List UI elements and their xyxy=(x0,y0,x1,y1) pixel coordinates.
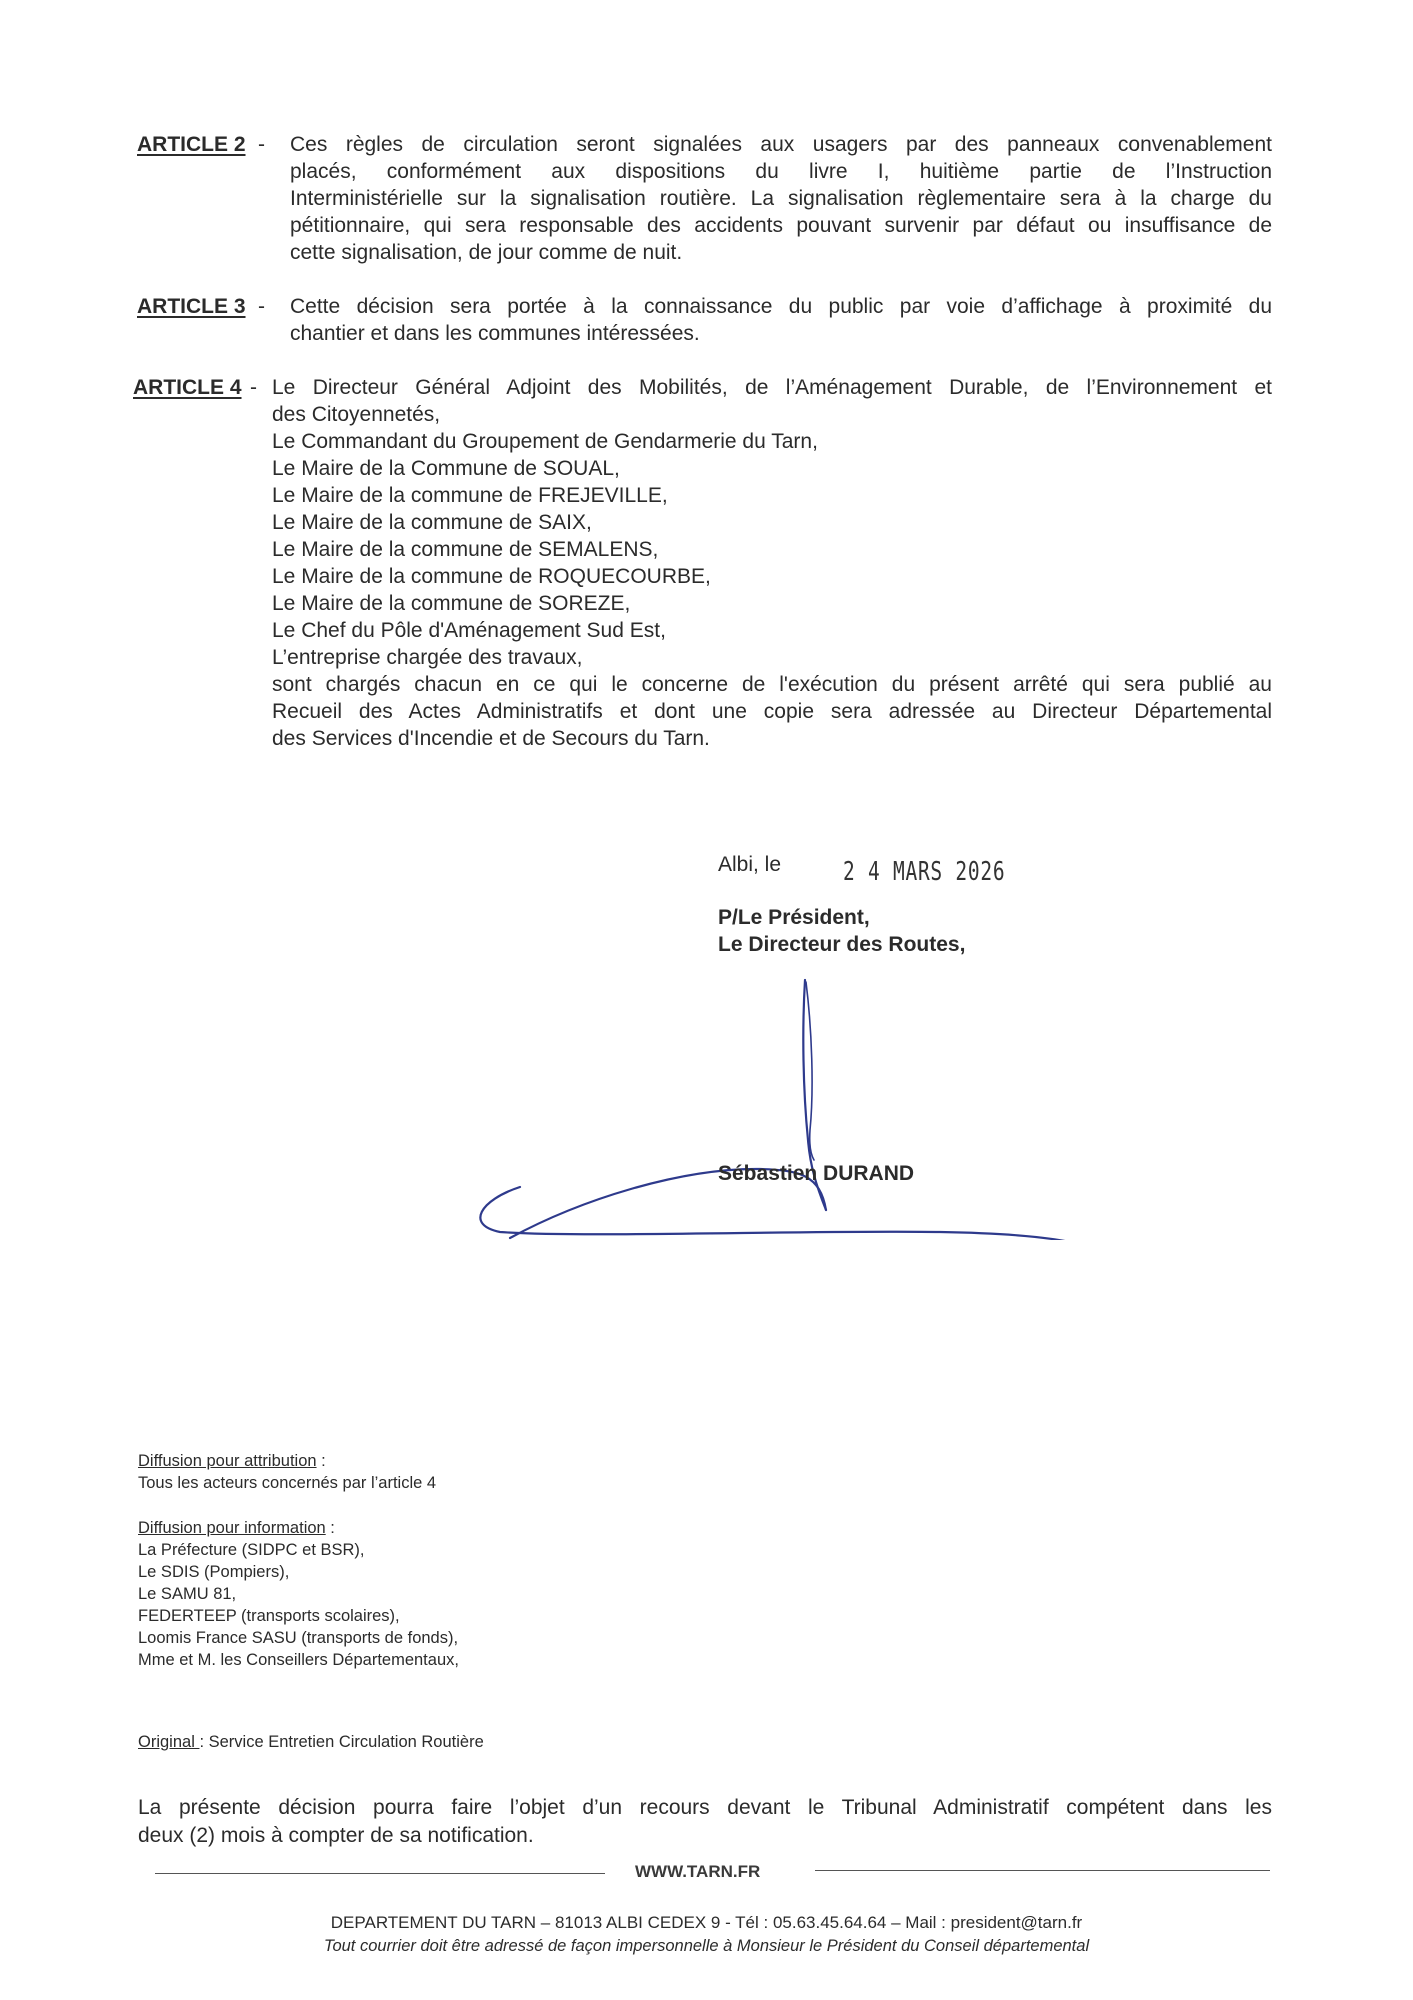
diffusion-attribution-heading xyxy=(138,1450,326,1472)
diffusion-information-item: Le SDIS (Pompiers), xyxy=(138,1563,290,1581)
diffusion-attribution-title: Diffusion pour attribution xyxy=(138,1452,317,1470)
article-4-line-2: des Citoyennetés, xyxy=(272,403,441,426)
signature-for-line: P/Le Président, xyxy=(718,906,870,929)
article-3-line-1: Cette décision sera portée à la connaissance du public par voie d’affichage à proximité du xyxy=(290,295,1272,318)
footer-website[interactable]: WWW.TARN.FR xyxy=(635,1862,761,1881)
recours-line-2: deux (2) mois à compter de sa notification. xyxy=(138,1824,534,1847)
diffusion-attribution-item: Tous les acteurs concernés par l’article 4 xyxy=(138,1474,437,1492)
article-4-line-4: Le Maire de la Commune de SOUAL, xyxy=(272,457,620,480)
article-4-line-13: Recueil des Actes Administratifs et dont une copie sera adressée au Directeur Départemental xyxy=(272,700,1272,723)
diffusion-information-title: Diffusion pour information xyxy=(138,1519,326,1537)
original-text: : Service Entretien Circulation Routière xyxy=(199,1733,484,1751)
article-4-line-14: des Services d'Incendie et de Secours du Tarn. xyxy=(272,727,710,750)
article-4-separator: - xyxy=(250,376,257,399)
signature-role: Le Directeur des Routes, xyxy=(718,933,966,956)
article-2-line-1: Ces règles de circulation seront signalées aux usagers par des panneaux convenablement xyxy=(290,133,1272,156)
article-3-line-2: chantier et dans les communes intéressées. xyxy=(290,322,700,345)
footer-notice: Tout courrier doit être adressé de façon impersonnelle à Monsieur le Président du Conseil départemental xyxy=(323,1937,1090,1955)
article-4-line-10: Le Chef du Pôle d'Aménagement Sud Est, xyxy=(272,619,666,642)
article-2-line-3: Interministérielle sur la signalisation routière. La signalisation règlementaire sera à la charge du xyxy=(290,187,1272,210)
article-3-separator: - xyxy=(258,295,265,318)
article-4-line-12: sont chargés chacun en ce qui le concerne de l'exécution du présent arrêté qui sera publié au xyxy=(272,673,1272,696)
article-2-line-5: cette signalisation, de jour comme de nuit. xyxy=(290,241,683,264)
diffusion-information-item: Loomis France SASU (transports de fonds), xyxy=(138,1629,459,1647)
signatory-name: Sébastien DURAND xyxy=(718,1162,915,1185)
article-4-label: ARTICLE 4 xyxy=(133,376,242,399)
footer-address: DEPARTEMENT DU TARN – 81013 ALBI CEDEX 9 - Tél : 05.63.45.64.64 – Mail : president@tarn.fr xyxy=(330,1913,1083,1932)
article-4-line-1: Le Directeur Général Adjoint des Mobilités, de l’Aménagement Durable, de l’Environnement et xyxy=(272,376,1272,399)
article-2-label: ARTICLE 2 xyxy=(137,133,246,156)
signature-place: Albi, le xyxy=(718,853,782,876)
footer-rule-right xyxy=(815,1870,1270,1871)
article-4-line-9: Le Maire de la commune de SOREZE, xyxy=(272,592,631,615)
diffusion-attribution-colon: : xyxy=(316,1452,326,1470)
diffusion-information-colon: : xyxy=(325,1519,335,1537)
date-stamp: 2 4 MARS 2026 xyxy=(843,857,1006,887)
signature-underline-icon xyxy=(460,1180,1080,1240)
article-4-line-7: Le Maire de la commune de SEMALENS, xyxy=(272,538,659,561)
diffusion-information-item: Mme et M. les Conseillers Départementaux, xyxy=(138,1651,459,1669)
footer-rule-left xyxy=(155,1873,605,1874)
article-2-line-2: placés, conformément aux dispositions du livre I, huitième partie de l’Instruction xyxy=(290,160,1272,183)
article-4-line-6: Le Maire de la commune de SAIX, xyxy=(272,511,592,534)
article-2-line-4: pétitionnaire, qui sera responsable des accidents pouvant survenir par défaut ou insuffisance de xyxy=(290,214,1272,237)
article-4-line-11: L’entreprise chargée des travaux, xyxy=(272,646,583,669)
diffusion-information-item: FEDERTEEP (transports scolaires), xyxy=(138,1607,400,1625)
article-4-line-3: Le Commandant du Groupement de Gendarmerie du Tarn, xyxy=(272,430,818,453)
article-3-label: ARTICLE 3 xyxy=(137,295,246,318)
recours-line-1: La présente décision pourra faire l’objet d’un recours devant le Tribunal Administratif compétent dans les xyxy=(138,1796,1272,1819)
article-4-line-8: Le Maire de la commune de ROQUECOURBE, xyxy=(272,565,711,588)
original-line xyxy=(138,1731,484,1753)
diffusion-information-item: La Préfecture (SIDPC et BSR), xyxy=(138,1541,365,1559)
article-2-separator: - xyxy=(258,133,265,156)
original-title: Original xyxy=(138,1733,200,1751)
article-4-line-5: Le Maire de la commune de FREJEVILLE, xyxy=(272,484,668,507)
diffusion-information-heading xyxy=(138,1517,335,1539)
diffusion-information-item: Le SAMU 81, xyxy=(138,1585,237,1603)
